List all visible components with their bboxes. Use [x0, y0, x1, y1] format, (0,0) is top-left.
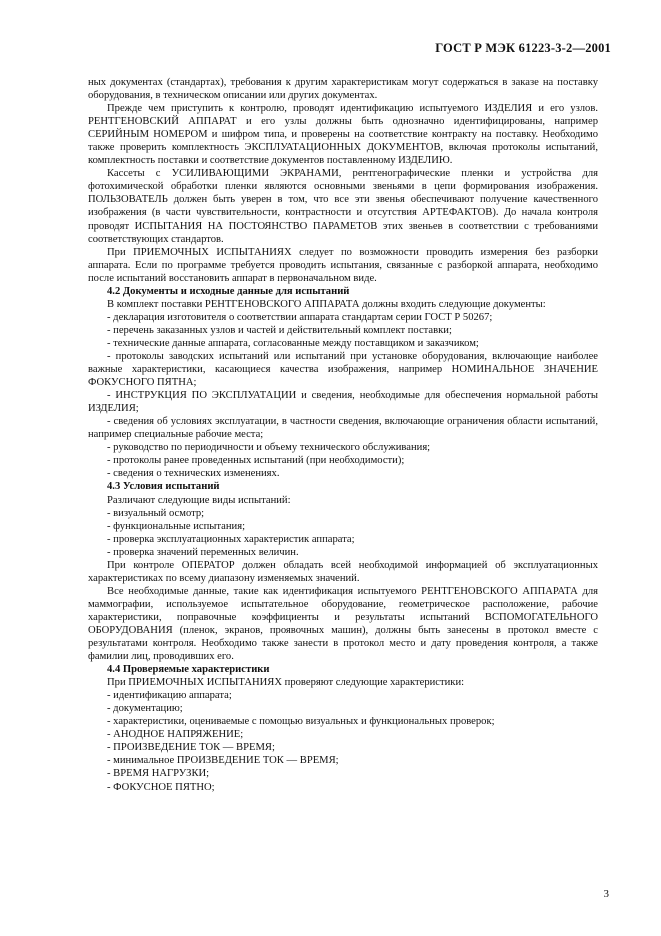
standard-header: ГОСТ Р МЭК 61223-3-2—2001	[435, 41, 611, 55]
list-item: - проверка значений переменных величин.	[107, 546, 299, 558]
list-item: - декларация изготовителя о соответствии аппарата стандартам серии ГОСТ Р 50267;	[107, 311, 493, 323]
page-number: 3	[603, 888, 609, 900]
list-item: - сведения о технических изменениях.	[107, 468, 280, 480]
list-item: - функциональные испытания;	[107, 520, 246, 532]
list-item: - минимальное ПРОИЗВЕДЕНИЕ ТОК — ВРЕМЯ;	[107, 755, 339, 767]
list-item: - ПРОИЗВЕДЕНИЕ ТОК — ВРЕМЯ;	[107, 742, 275, 754]
paragraph: ных документах (стандартах), требования к другим характеристикам могут содержаться в заказе на поставку оборудования, в техническом описании или других документах.	[88, 77, 598, 102]
paragraph: Кассеты с УСИЛИВАЮЩИМИ ЭКРАНАМИ, рентгенографические пленки и устройства для фотохимической обработки пленки являются основными звеньями в цепи формирования изображения. ПОЛЬЗОВАТЕЛЬ должен быть уверен в том, что все эти звенья обеспечивают получение качественного изображения (в части чувствительности, контрастности и отсутствия АРТЕФАКТОВ). До начала контроля проводят ИСПЫТАНИЯ НА ПОСТОЯНСТВО ПАРАМЕТОВ этих звеньев в соответствии с требованиями соответствующих стандартов.	[88, 168, 598, 245]
list-item: - проверка эксплуатационных характеристик аппарата;	[107, 533, 355, 545]
paragraph: При контроле ОПЕРАТОР должен обладать всей необходимой информацией об эксплуатационных характеристиках по всему диапазону изменяемых значений.	[88, 559, 598, 584]
list-item: - ИНСТРУКЦИЯ ПО ЭКСПЛУАТАЦИИ и сведения, необходимые для обеспечения нормальной работы ИЗДЕЛИЯ;	[88, 390, 598, 415]
paragraph: Различают следующие виды испытаний:	[107, 494, 291, 506]
list-item: - протоколы ранее проведенных испытаний (при необходимости);	[107, 455, 405, 467]
list-item: - сведения об условиях эксплуатации, в частности сведения, включающие ограничения области испытаний, например специальные рабочие места;	[88, 416, 598, 441]
list-item: - характеристики, оцениваемые с помощью визуальных и функциональных проверок;	[107, 716, 495, 728]
list-item: - визуальный осмотр;	[107, 507, 205, 519]
paragraph: В комплект поставки РЕНТГЕНОВСКОГО АППАРАТА должны входить следующие документы:	[107, 298, 546, 310]
paragraph: При ПРИЕМОЧНЫХ ИСПЫТАНИЯХ проверяют следующие характеристики:	[107, 677, 465, 689]
section-heading: 4.3 Условия испытаний	[107, 481, 220, 493]
paragraph: При ПРИЕМОЧНЫХ ИСПЫТАНИЯХ следует по возможности проводить измерения без разборки аппарата. Если по программе требуется проводить испытания, связанные с разборкой аппарата, необходимо после испытаний восстановить аппарат в первоначальном виде.	[88, 246, 598, 284]
list-item: - перечень заказанных узлов и частей и действительный комплект поставки;	[107, 324, 452, 336]
list-item: - идентификацию аппарата;	[107, 690, 232, 702]
paragraph: Все необходимые данные, такие как идентификация испытуемого РЕНТГЕНОВСКОГО АППАРАТА для маммографии, используемое испытательное оборудование, геометрическое расположение, рабочие характеристики, поправочные коэффициенты и результаты испытаний ВСПОМОГАТЕЛЬНОГО ОБОРУДОВАНИЯ (пленок, экранов, проявочных машин), должны быть занесены в протокол вместе с результатами контроля. Необходимо также занести в протокол место и дату проведения контроля, а также фамилии лиц, проводивших его.	[88, 585, 598, 663]
list-item: - ВРЕМЯ НАГРУЗКИ;	[107, 768, 210, 780]
document-body	[88, 76, 598, 794]
list-item: - АНОДНОЕ НАПРЯЖЕНИЕ;	[107, 729, 244, 741]
list-item: - протоколы заводских испытаний или испытаний при установке оборудования, включающие наиболее важные характеристики, касающиеся качества изображения, например НОМИНАЛЬНОЕ ЗНАЧЕНИЕ ФОКУСНОГО ПЯТНА;	[88, 350, 598, 389]
list-item: - руководство по периодичности и объему технического обслуживания;	[107, 442, 431, 454]
paragraph: Прежде чем приступить к контролю, проводят идентификацию испытуемого ИЗДЕЛИЯ и его узлов. РЕНТГЕНОВСКИЙ АППАРАТ и его узлы должны быть однозначно идентифицированы, например СЕРИЙНЫМ НОМЕРОМ и шифром типа, и проверены на соответствие контракту на поставку. Необходимо также проверить комплектность ЭКСПЛУАТАЦИОННЫХ ДОКУМЕНТОВ, включая протоколы испытаний, комплектность поставки и соответствие документов поставленному ИЗДЕЛИЮ.	[88, 103, 598, 167]
list-item: - технические данные аппарата, согласованные между поставщиком и заказчиком;	[107, 337, 479, 349]
list-item: - документацию;	[107, 703, 183, 715]
list-item: - ФОКУСНОЕ ПЯТНО;	[107, 781, 215, 793]
section-heading: 4.4 Проверяемые характеристики	[107, 664, 270, 676]
section-heading: 4.2 Документы и исходные данные для испытаний	[107, 285, 350, 297]
